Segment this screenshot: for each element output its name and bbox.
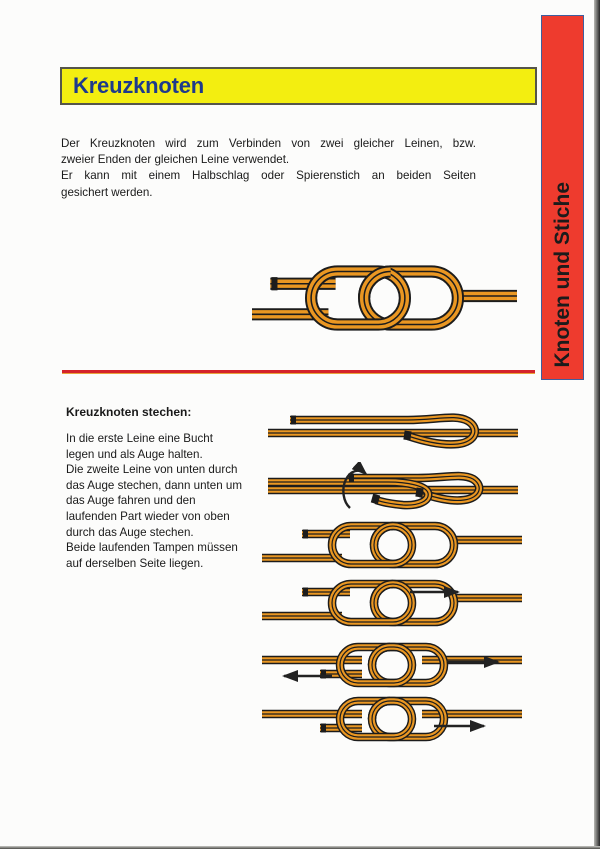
title-bar: [60, 67, 537, 105]
section-heading: Kreuzknoten stechen:: [66, 405, 192, 419]
rope-weave-crossing: [372, 701, 390, 719]
instruction-line: durch das Auge stechen.: [66, 525, 194, 539]
intro-line: zweier Enden der gleichen Leine verwendet.: [61, 153, 290, 167]
rope-end-cap: [404, 435, 411, 436]
intro-line: Der Kreuzknoten wird zum Verbinden von zwei gleicher Leinen, bzw.: [61, 137, 476, 150]
rope-end-cap: [372, 498, 379, 500]
rope-weave-crossing: [364, 272, 391, 299]
step-3-figure: [262, 514, 522, 576]
sidebar-label: Knoten und Stiche: [550, 181, 574, 367]
instruction-line: Die zweite Leine von unten durch: [66, 463, 238, 477]
intro-paragraph: [61, 136, 476, 201]
scan-edge-right: [594, 0, 600, 849]
rope-end-cap: [416, 492, 423, 493]
instruction-line: Beide laufenden Tampen müssen: [66, 541, 238, 555]
instruction-line: das Auge stechen, dann unten um: [66, 478, 242, 492]
instruction-line: das Auge fahren und den: [66, 494, 196, 508]
main-knot-figure: [252, 255, 517, 341]
instruction-line: laufenden Part wieder von oben: [66, 509, 230, 523]
step-4-figure: [262, 572, 522, 634]
rope-weave-crossing: [374, 526, 393, 545]
instruction-line: legen und als Auge halten.: [66, 447, 203, 461]
intro-line: Er kann mit einem Halbschlag oder Spierenstich an beiden Seiten: [61, 169, 476, 183]
step-1-figure: [268, 402, 518, 460]
intro-line: gesichert werden.: [61, 185, 153, 199]
section-divider: [62, 370, 535, 374]
rope-weave-crossing: [372, 647, 390, 665]
rope-weave-crossing: [374, 584, 393, 603]
page-title: Kreuzknoten: [73, 73, 205, 98]
step-6-figure: [262, 688, 522, 750]
step-2-figure: [268, 462, 518, 520]
instruction-line: In die erste Leine eine Bucht: [66, 432, 213, 445]
sidebar-tab: [541, 15, 584, 380]
instruction-line: auf derselben Seite liegen.: [66, 556, 204, 570]
step-5-figure: [262, 634, 522, 696]
instruction-paragraph: [66, 431, 276, 571]
